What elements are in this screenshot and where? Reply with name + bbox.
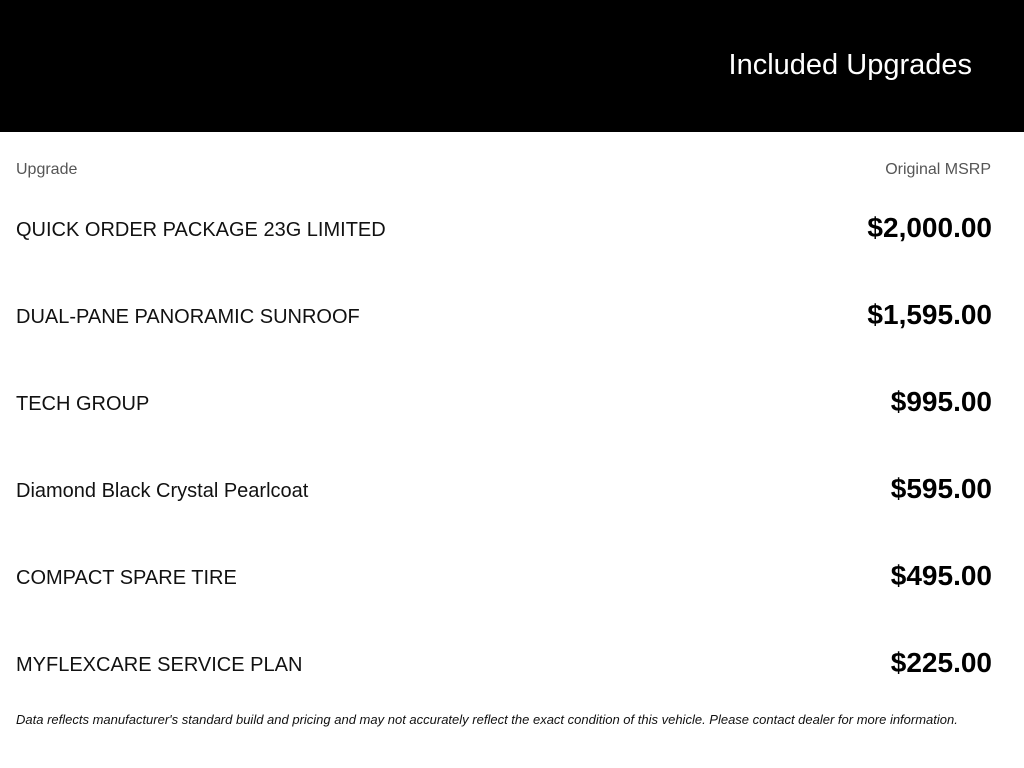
upgrade-name: QUICK ORDER PACKAGE 23G LIMITED — [16, 219, 386, 241]
upgrade-price: $995.00 — [890, 386, 992, 417]
upgrades-list — [0, 185, 1024, 707]
upgrade-name: COMPACT SPARE TIRE — [16, 567, 237, 589]
upgrade-price: $495.00 — [890, 560, 992, 591]
column-header-upgrade: Upgrade — [16, 161, 78, 178]
upgrade-price: $225.00 — [890, 647, 992, 678]
disclaimer-text: Data reflects manufacturer's standard build and pricing and may not accurately reflect the exact condition of this vehicle. Please contact dealer for more information. — [16, 712, 958, 727]
upgrade-name: DUAL-PANE PANORAMIC SUNROOF — [16, 306, 360, 328]
upgrade-name: TECH GROUP — [16, 393, 150, 415]
page-title: Included Upgrades — [728, 49, 972, 81]
upgrade-row — [0, 533, 1024, 620]
upgrade-price: $595.00 — [890, 473, 992, 504]
header-banner — [0, 0, 1024, 132]
upgrade-row — [0, 185, 1024, 272]
upgrade-price: $1,595.00 — [867, 299, 992, 330]
upgrade-row — [0, 272, 1024, 359]
upgrade-price: $2,000.00 — [867, 212, 992, 243]
upgrade-row — [0, 446, 1024, 533]
upgrade-name: Diamond Black Crystal Pearlcoat — [16, 480, 309, 502]
column-header-msrp: Original MSRP — [885, 161, 991, 178]
upgrade-row — [0, 359, 1024, 446]
upgrade-name: MYFLEXCARE SERVICE PLAN — [16, 654, 303, 676]
upgrade-row — [0, 620, 1024, 707]
